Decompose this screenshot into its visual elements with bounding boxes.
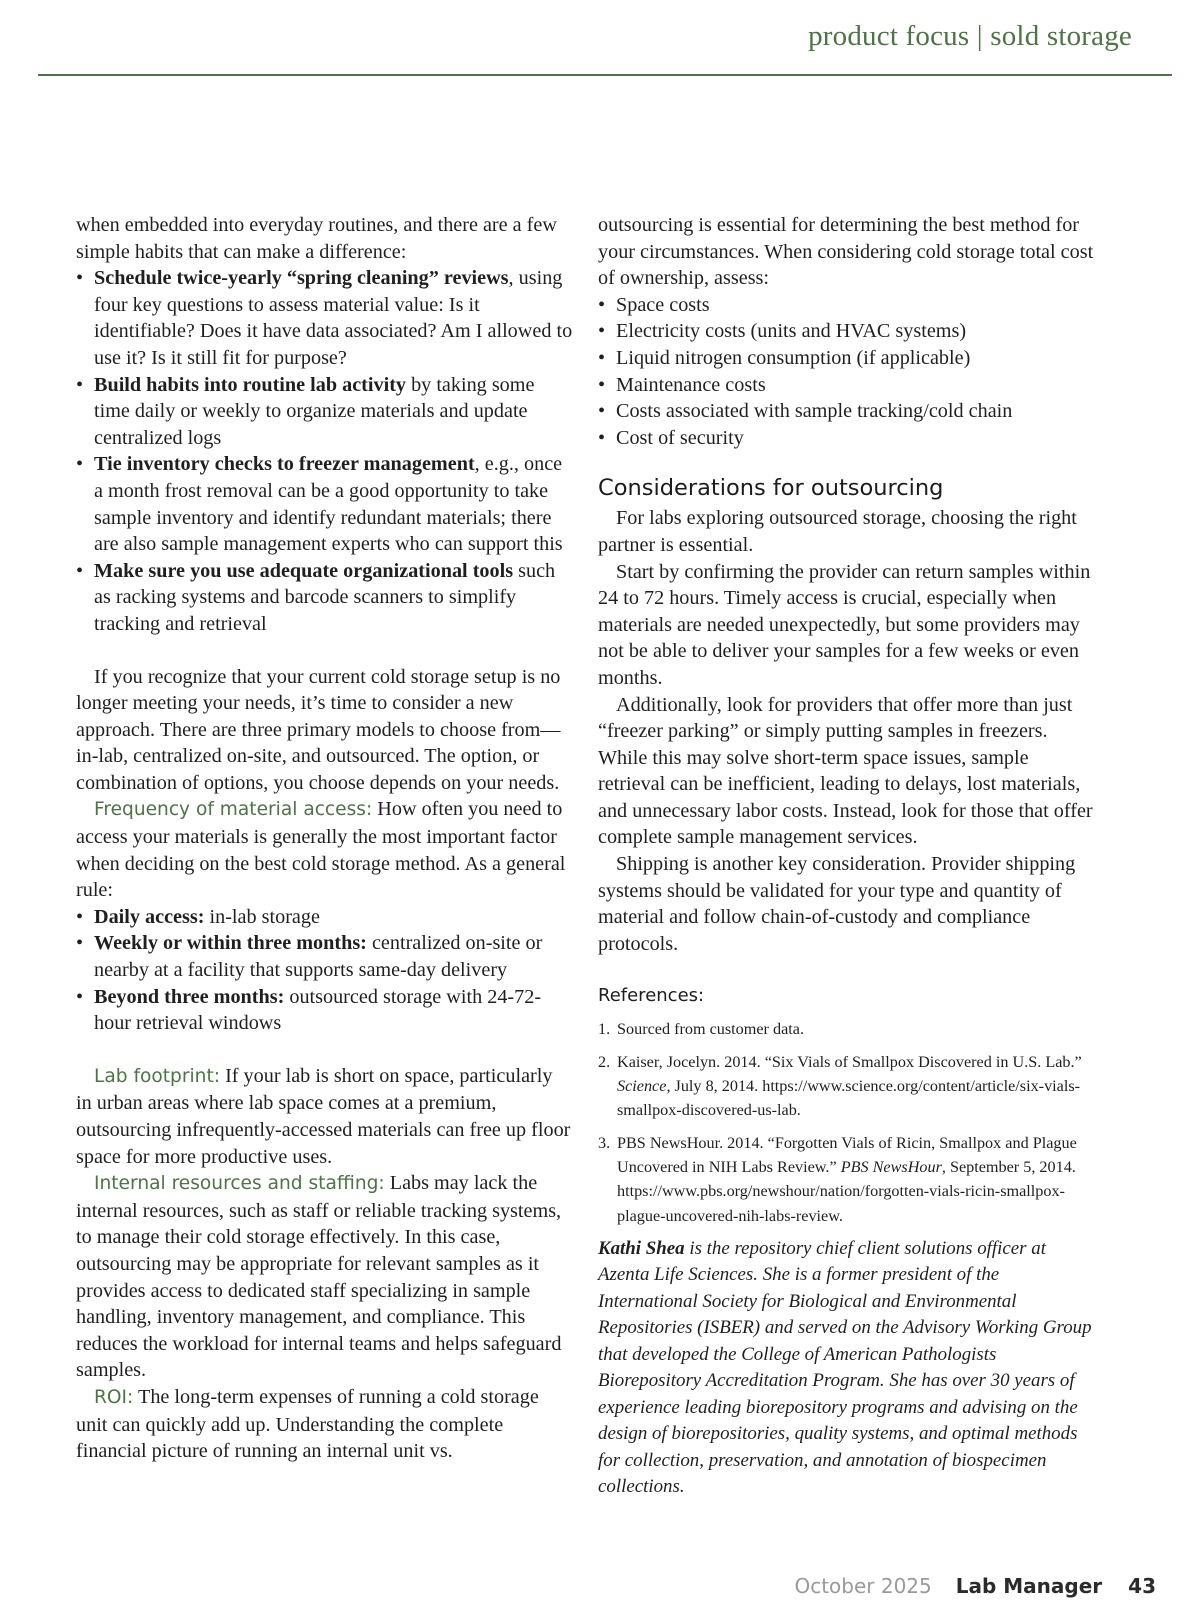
costs-intro: outsourcing is essential for determining the best method for your circumstances. When considering cold storage total cost of ownership, assess: <box>598 214 1094 290</box>
reference-text: PBS NewsHour. 2014. “Forgotten Vials of Ricin, Smallpox and Plague Uncovered in NIH Labs Review.” <box>617 1133 1077 1176</box>
rule-text: in-lab storage <box>204 905 320 928</box>
reference-text: Sourced from customer data. <box>617 1020 804 1039</box>
rule-bold: Daily access: <box>94 905 205 928</box>
rule-text: centralized on-site or nearby at a facility that supports same-day delivery <box>94 932 543 982</box>
section-header: product focus | sold storage <box>808 20 1132 52</box>
shipping-paragraph: Shipping is another key consideration. Provider shipping systems should be validated for your type and quantity of material and follow chain-of-custody and compliance protocols. <box>598 853 1076 955</box>
magazine-name: Lab Manager <box>955 1574 1103 1598</box>
rule-bold: Beyond three months: <box>94 985 285 1008</box>
habit-text: , using four key questions to assess material value: Is it identifiable? Does it have data associated? Am I allowed to use it? Is it still fit for purpose? <box>94 267 573 369</box>
reference-journal: Science <box>617 1077 667 1096</box>
reference-number: 3. <box>598 1133 611 1152</box>
costs-list <box>598 292 1100 452</box>
resources-paragraph <box>76 1170 573 1384</box>
list-item: • Liquid nitrogen consumption (if applicable) <box>598 345 1100 372</box>
roi-label: ROI: <box>94 1386 134 1408</box>
author-bio-text: is the repository chief client solutions officer at Azenta Life Sciences. She is a former president of the International Society for Biological and Environmental Repositories (ISBER) and served on the Advisory Working Group that developed the College of American Pathologists Biorepository Accreditation Program. She has over 30 years of experience leading biorepository programs and advising on the design of biorepositories, quality systems, and optimal methods for collection, preservation, and annotation of biospecimen collections. <box>598 1237 1092 1498</box>
resources-text: Labs may lack the internal resources, such as staff or reliable tracking systems, to manage their cold storage effectively. In this case, outsourcing may be appropriate for relevant samples as it provides access to dedicated staff specializing in sample handling, inventory management, and compliance. This reduces the workload for internal teams and helps safeguard samples. <box>76 1172 562 1382</box>
habit-text: by taking some time daily or weekly to organize materials and update centralized logs <box>94 373 535 449</box>
issue-date: October 2025 <box>794 1574 932 1598</box>
freezer-parking-paragraph: Additionally, look for providers that offer more than just “freezer parking” or simply putting samples in freezers. While this may solve short-term space issues, sample retrieval can be inefficient, leading to delays, lost materials, and unnecessary labor costs. Instead, look for those that offer complete sample management services. <box>598 693 1093 849</box>
roi-paragraph <box>76 1384 573 1465</box>
page-footer <box>794 1574 1156 1598</box>
reference-number: 2. <box>598 1052 611 1071</box>
reference-url: , July 8, 2014. https://www.science.org/content/article/six-vials-smallpox-discovered-us-lab. <box>617 1077 1081 1120</box>
rule-bold: Weekly or within three months: <box>94 932 367 955</box>
habit-bold: Tie inventory checks to freezer management <box>94 453 475 476</box>
list-item: • Costs associated with sample tracking/cold chain <box>598 398 1100 425</box>
habit-text: such as racking systems and barcode scanners to simplify tracking and retrieval <box>94 559 556 635</box>
habit-bold: Make sure you use adequate organizational tools <box>94 559 514 582</box>
list-item <box>76 984 573 1037</box>
retrieval-paragraph: Start by confirming the provider can return samples within 24 to 72 hours. Timely access is crucial, especially when materials are needed unexpectedly, but some providers may not be able to deliver your samples for a few weeks or even months. <box>598 560 1091 689</box>
habit-bold: Build habits into routine lab activity <box>94 373 407 396</box>
header-divider <box>38 74 1172 76</box>
models-paragraph: If you recognize that your current cold storage setup is no longer meeting your needs, it’s time to consider a new approach. There are three primary models to choose from—in-lab, centralized on-site, and outsourced. The option, or combination of options, you choose depends on your needs. <box>76 665 561 794</box>
rule-text: outsourced storage with 24-72-hour retrieval windows <box>94 985 542 1035</box>
reference-url: , September 5, 2014. https://www.pbs.org/newshour/nation/forgotten-vials-ricin-smallpox-plague-uncovered-nih-labs-review. <box>617 1157 1076 1225</box>
frequency-label: Frequency of material access: <box>94 799 373 821</box>
frequency-paragraph <box>76 796 573 903</box>
outsourcing-heading: Considerations for outsourcing <box>598 475 944 502</box>
list-item <box>76 558 573 638</box>
habit-text: , e.g., once a month frost removal can be a good opportunity to take sample inventory and identify redundant materials; there are also sample management experts who can support this <box>94 453 563 556</box>
left-column <box>76 212 573 1465</box>
reference-item <box>598 1017 1100 1041</box>
frequency-text: How often you need to access your materials is generally the most important factor when deciding on the best cold storage method. As a general rule: <box>76 798 566 902</box>
page-number: 43 <box>1128 1574 1156 1598</box>
list-item: • Electricity costs (units and HVAC systems) <box>598 318 1100 345</box>
reference-item <box>598 1131 1100 1228</box>
outsourcing-paragraph: For labs exploring outsourced storage, choosing the right partner is essential. <box>598 507 1077 556</box>
references-heading: References: <box>598 985 705 1007</box>
list-item: • Cost of security <box>598 425 1100 452</box>
resources-label: Internal resources and staffing: <box>94 1173 385 1195</box>
author-bio <box>598 1236 1100 1501</box>
list-item <box>76 451 573 557</box>
reference-number: 1. <box>598 1020 611 1039</box>
habit-bold: Schedule twice-yearly “spring cleaning” reviews <box>94 267 509 290</box>
list-item: • Space costs <box>598 292 1100 319</box>
footprint-text: If your lab is short on space, particularly in urban areas where lab space comes at a premium, outsourcing infrequently-accessed materials can free up floor space for more productive uses. <box>76 1064 571 1168</box>
habits-intro: when embedded into everyday routines, and there are a few simple habits that can make a difference: <box>76 214 557 263</box>
references-list <box>598 1017 1100 1227</box>
right-column <box>598 212 1100 1501</box>
author-name: Kathi Shea <box>598 1237 685 1259</box>
habits-list <box>76 265 573 637</box>
list-item <box>76 930 573 983</box>
roi-text: The long-term expenses of running a cold storage unit can quickly add up. Understanding the complete financial picture of running an internal unit vs. <box>76 1385 539 1463</box>
footprint-paragraph <box>76 1063 573 1170</box>
reference-item <box>598 1050 1100 1123</box>
access-rules-list <box>76 904 573 1037</box>
reference-text: Kaiser, Jocelyn. 2014. “Six Vials of Smallpox Discovered in U.S. Lab.” <box>617 1052 1082 1071</box>
reference-journal: PBS NewsHour <box>840 1157 942 1176</box>
list-item <box>76 265 573 371</box>
list-item <box>76 372 573 452</box>
footprint-label: Lab footprint: <box>94 1065 221 1087</box>
list-item <box>76 904 573 931</box>
list-item: • Maintenance costs <box>598 372 1100 399</box>
